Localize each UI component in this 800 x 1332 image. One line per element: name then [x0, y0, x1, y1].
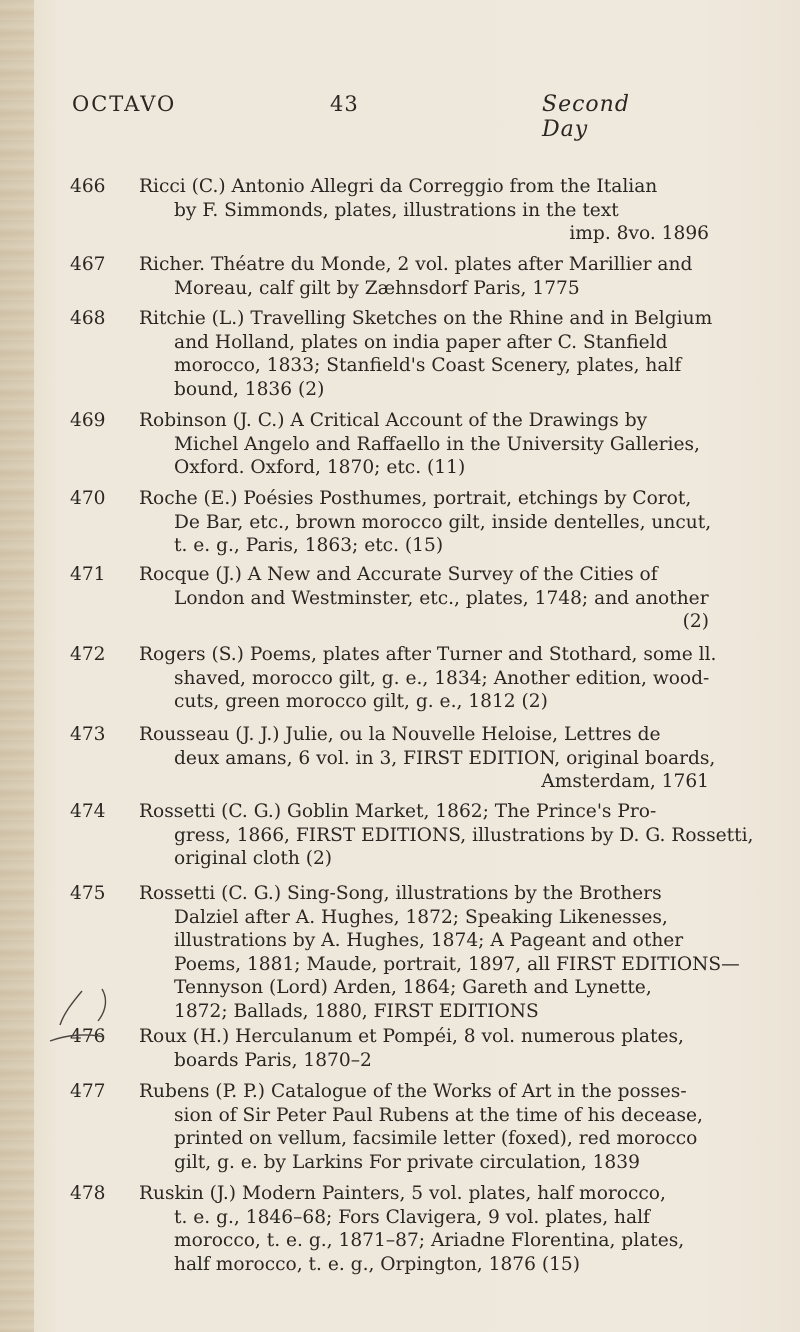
lot-number: 474: [70, 801, 106, 822]
entry-line: by F. Simmonds, plates, illustrations in the text: [174, 199, 619, 221]
entry-text: [139, 643, 717, 714]
entry-line: original cloth (2): [174, 848, 333, 869]
catalogue-entry: [70, 563, 730, 634]
catalogue-entry: [70, 409, 730, 480]
entry-text: [139, 1182, 709, 1276]
lot-number: 471: [70, 564, 106, 585]
catalogue-entry: [70, 253, 730, 300]
catalogue-entry: [70, 643, 730, 714]
entry-line: morocco, 1833; Stanfield's Coast Scenery, plates, half: [174, 355, 682, 376]
entry-line: half morocco, t. e. g., Orpington, 1876 (15): [174, 1253, 581, 1275]
entry-line: Michel Angelo and Raffaello in the University Galleries,: [174, 433, 700, 455]
entry-line: bound, 1836 (2): [174, 378, 325, 400]
entry-text: [139, 1080, 709, 1174]
entry-line: Tennyson (Lord) Arden, 1864; Gareth and Lynette,: [174, 977, 652, 998]
lot-number: 478: [70, 1183, 106, 1204]
entry-line: gilt, g. e. by Larkins For private circulation, 1839: [174, 1151, 640, 1173]
lot-number: 475: [70, 883, 106, 904]
entry-line: Ricci (C.) Antonio Allegri da Correggio from the Italian: [139, 176, 658, 197]
catalogue-entry: [70, 307, 730, 401]
handwritten-bracket-mark: [42, 985, 110, 1055]
entry-line: t. e. g., 1846–68; Fors Clavigera, 9 vol. plates, half: [174, 1206, 650, 1228]
entry-line: Moreau, calf gilt by Zæhnsdorf Paris, 1775: [174, 277, 580, 299]
entry-line: deux amans, 6 vol. in 3, FIRST EDITION, original boards,: [174, 747, 716, 769]
entry-line: Ruskin (J.) Modern Painters, 5 vol. plates, half morocco,: [139, 1183, 666, 1204]
entry-text: [139, 253, 709, 300]
entry-line: and Holland, plates on india paper after C. Stanfield: [174, 331, 668, 353]
entry-text: [139, 723, 716, 794]
catalogue-entry: [70, 800, 754, 871]
entry-line: Robinson (J. C.) A Critical Account of the Drawings by: [139, 410, 648, 431]
lot-number: 469: [70, 410, 106, 431]
entry-line: Rossetti (C. G.) Sing-Song, illustrations by the Brothers: [139, 883, 662, 904]
page-number: 43: [330, 92, 359, 116]
entry-line: Dalziel after A. Hughes, 1872; Speaking Likenesses,: [174, 906, 668, 928]
entry-line: imp. 8vo. 1896: [569, 223, 709, 244]
entry-line: Rubens (P. P.) Catalogue of the Works of Art in the posses-: [139, 1081, 687, 1102]
sale-day-label: Second Day: [542, 92, 630, 142]
entry-text: [139, 563, 709, 634]
entry-line: Poems, 1881; Maude, portrait, 1897, all FIRST EDITIONS—: [174, 953, 740, 975]
lot-number: 466: [70, 176, 106, 197]
entry-text: [139, 882, 740, 1023]
entry-line: 1872; Ballads, 1880, FIRST EDITIONS: [174, 1000, 539, 1022]
entry-line: Rossetti (C. G.) Goblin Market, 1862; The Prince's Pro-: [139, 801, 657, 822]
page-edge: [0, 0, 34, 1332]
entry-line: Rocque (J.) A New and Accurate Survey of the Cities of: [139, 564, 658, 585]
catalogue-entry: [70, 882, 740, 1023]
entry-line: Ritchie (L.) Travelling Sketches on the Rhine and in Belgium: [139, 308, 713, 329]
entry-text: [139, 487, 712, 558]
entry-line: sion of Sir Peter Paul Rubens at the time of his decease,: [174, 1104, 703, 1126]
entry-line: (2): [682, 611, 709, 632]
entry-line: morocco, t. e. g., 1871–87; Ariadne Florentina, plates,: [174, 1230, 685, 1251]
entry-line: Amsterdam, 1761: [541, 771, 709, 792]
entry-line: Roux (H.) Herculanum et Pompéi, 8 vol. numerous plates,: [139, 1026, 684, 1047]
entry-text: [139, 175, 709, 246]
entry-text: [139, 800, 754, 871]
entry-line: Rogers (S.) Poems, plates after Turner and Stothard, some ll.: [139, 644, 717, 665]
entry-line: t. e. g., Paris, 1863; etc. (15): [174, 535, 444, 556]
format-label: OCTAVO: [72, 92, 177, 116]
entry-line: London and Westminster, etc., plates, 1748; and another: [174, 587, 709, 609]
lot-number: 473: [70, 724, 106, 745]
entry-line: gress, 1866, FIRST EDITIONS, illustrations by D. G. Rossetti,: [174, 824, 754, 846]
entry-text: [139, 307, 713, 401]
catalogue-entry: [70, 723, 730, 794]
lot-number: 476: [70, 1026, 106, 1047]
lot-number: 477: [70, 1081, 106, 1102]
entry-line: printed on vellum, facsimile letter (foxed), red morocco: [174, 1128, 698, 1149]
entry-text: [139, 409, 709, 480]
entry-line: cuts, green morocco gilt, g. e., 1812 (2): [174, 691, 548, 712]
entry-line: De Bar, etc., brown morocco gilt, inside dentelles, uncut,: [174, 511, 712, 533]
page-header: [72, 92, 672, 142]
entry-line: illustrations by A. Hughes, 1874; A Pageant and other: [174, 930, 684, 951]
catalogue-entry: [70, 1025, 730, 1072]
catalogue-entry: [70, 1080, 730, 1174]
catalogue-entry: [70, 1182, 730, 1276]
entry-text: [139, 1025, 709, 1072]
lot-number: 472: [70, 644, 106, 665]
lot-number: 467: [70, 254, 106, 275]
entry-line: boards Paris, 1870–2: [174, 1049, 372, 1071]
entry-line: Roche (E.) Poésies Posthumes, portrait, etchings by Corot,: [139, 488, 692, 509]
catalogue-entry: [70, 175, 730, 246]
lot-number: 470: [70, 488, 106, 509]
entry-line: Oxford. Oxford, 1870; etc. (11): [174, 457, 466, 478]
entry-line: Richer. Théatre du Monde, 2 vol. plates after Marillier and: [139, 254, 693, 275]
entry-line: Rousseau (J. J.) Julie, ou la Nouvelle Heloise, Lettres de: [139, 724, 661, 745]
entry-line: shaved, morocco gilt, g. e., 1834; Another edition, wood-: [174, 667, 710, 689]
lot-number: 468: [70, 308, 106, 329]
catalogue-entry: [70, 487, 730, 558]
